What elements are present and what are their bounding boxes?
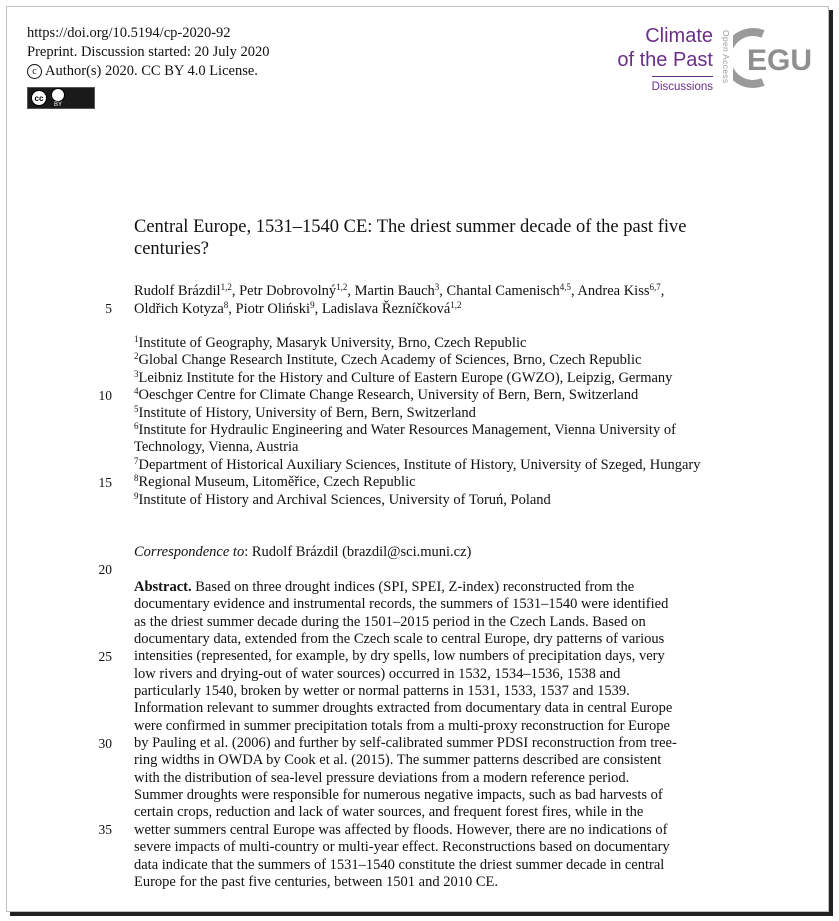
author-list <box>134 283 734 318</box>
abstract-line-text: Europe for the past five centuries, between 1501 and 2010 CE. <box>134 873 499 890</box>
abstract-line <box>134 735 720 752</box>
author-separator: , <box>660 283 665 299</box>
correspondence <box>134 544 734 561</box>
author-affiliation-mark: 1,2 <box>450 299 462 310</box>
abstract-line-text: intensities (represented, for example, by dry spells, low numbers of precipitation days, very <box>134 648 665 665</box>
abstract-line-text: by Pauling et al. (2006) and further by self-calibrated summer PDSI reconstruction from tree- <box>134 735 677 752</box>
abstract-line <box>134 822 720 839</box>
abstract-line <box>134 683 720 700</box>
abstract-line-text: were confirmed in summer precipitation totals from a multi-proxy reconstruction for Europe <box>134 717 670 734</box>
affiliation-item <box>134 457 734 474</box>
abstract-line-text: certain crops, reduction and lack of water sources, and frequent forest fires, while in the <box>134 804 644 821</box>
author: Chantal Camenisch <box>446 283 560 299</box>
abstract-line <box>134 752 720 769</box>
affiliation-text: Global Change Research Institute, Czech Academy of Sciences, Brno, Czech Republic <box>138 352 642 369</box>
affiliation-text: Department of Historical Auxiliary Sciences, Institute of History, University of Szeged, Hungary <box>138 456 701 473</box>
abstract-line <box>134 857 720 874</box>
affiliation-item <box>134 422 734 457</box>
abstract-line-text: low rivers and drying-out of water sources) occurred in 1532, 1534–1536, 1538 and <box>134 665 621 682</box>
copyright-icon: c <box>27 64 42 79</box>
journal-logo <box>617 24 713 95</box>
author: Piotr Oliński <box>235 300 311 317</box>
affiliation-text: Institute of History and Archival Sciences, University of Toruń, Poland <box>138 491 551 508</box>
journal-name-line1: Climate <box>645 25 713 47</box>
affiliation-number: 3 <box>134 368 139 379</box>
line-number: 15 <box>98 475 112 490</box>
abstract-line-text: Based on three drought indices (SPI, SPEI, Z-index) reconstructed from the <box>191 579 635 595</box>
correspondence-text: : Rudolf Brázdil (brazdil@sci.muni.cz) <box>244 544 472 560</box>
paper-title: Central Europe, 1531–1540 CE: The driest summer decade of the past five centuries? <box>134 217 687 259</box>
affiliation-item <box>134 405 734 422</box>
author-separator: , <box>231 283 240 299</box>
affiliation-text: Institute of Geography, Masaryk University, Brno, Czech Republic <box>138 335 527 351</box>
author: Martin Bauch <box>354 283 435 299</box>
author-separator: , <box>314 300 322 317</box>
abstract-line <box>134 666 720 683</box>
abstract-line <box>134 787 720 804</box>
author-separator: , <box>347 283 355 299</box>
affiliation-text: Leibniz Institute for the History and Culture of Eastern Europe (GWZO), Leipzig, Germany <box>138 369 673 386</box>
author-separator: , <box>228 300 236 317</box>
abstract-line-text: documentary data, extended from the Czech scale to central Europe, dry patterns of various <box>134 631 665 648</box>
affiliation-item <box>134 387 734 404</box>
author-affiliation-mark: 1,2 <box>220 282 232 292</box>
abstract-line <box>134 648 720 665</box>
abstract-line <box>134 874 720 891</box>
svg-text:EGU: EGU <box>747 44 813 77</box>
abstract-line <box>134 839 720 856</box>
abstract-line-text: Summer droughts were responsible for numerous negative impacts, such as bad harvests of <box>134 787 663 804</box>
by-attribution-icon <box>51 88 65 108</box>
affiliation-item <box>134 492 734 509</box>
journal-name-line2: of the Past <box>617 49 713 71</box>
egu-logo <box>733 24 817 92</box>
author: Oldřich Kotyza <box>134 300 224 317</box>
open-access-label: Open Access <box>721 30 731 84</box>
affiliation-number: 1 <box>134 334 139 344</box>
abstract <box>134 579 720 891</box>
abstract-heading: Abstract. <box>134 579 192 595</box>
author-separator: , <box>570 283 578 299</box>
abstract-line-text: as the driest summer decade during the 1501–2015 period in the Czech Lands. Based on <box>134 613 646 630</box>
license-line <box>27 62 269 81</box>
abstract-line <box>134 804 720 821</box>
author-affiliation-mark: 8 <box>223 299 229 310</box>
affiliation-item <box>134 352 734 369</box>
cc-icon: cc <box>31 90 47 106</box>
abstract-line-text: Information relevant to summer droughts extracted from documentary data in central Europe <box>134 700 673 717</box>
abstract-line-text: wetter summers central Europe was affected by floods. However, there are no indications of <box>134 821 668 838</box>
author: Andrea Kiss <box>577 283 650 299</box>
author: Rudolf Brázdil <box>134 283 221 299</box>
line-number: 25 <box>98 649 112 664</box>
line-number: 35 <box>98 822 112 837</box>
affiliation-number: 4 <box>134 386 139 397</box>
abstract-line <box>134 579 720 596</box>
affiliation-number: 9 <box>134 490 139 501</box>
journal-discussions-label: Discussions <box>652 76 713 94</box>
author: Ladislava Řezníčková <box>321 300 451 317</box>
abstract-line <box>134 770 720 787</box>
abstract-line-text: severe impacts of multi-country or multi-year effect. Reconstructions based on documentary <box>134 839 670 856</box>
abstract-line <box>134 631 720 648</box>
affiliation-item <box>134 474 734 491</box>
abstract-line-text: particularly 1540, broken by wetter or normal patterns in 1531, 1533, 1537 and 1539. <box>134 683 630 700</box>
abstract-line <box>134 700 720 717</box>
abstract-line-text: data indicate that the summers of 1531–1540 constitute the driest summer decade in central <box>134 856 665 873</box>
line-number: 30 <box>98 736 112 751</box>
affiliation-item <box>134 370 734 387</box>
cc-by-license-badge[interactable] <box>27 87 95 109</box>
line-number: 20 <box>98 562 112 577</box>
correspondence-label: Correspondence to <box>134 544 245 560</box>
author-affiliation-mark: 4,5 <box>559 282 571 292</box>
affiliation-list <box>134 335 734 509</box>
abstract-line-text: documentary evidence and instrumental records, the summers of 1531–1540 were identified <box>134 596 669 613</box>
affiliation-number: 8 <box>134 473 139 484</box>
preprint-status: Preprint. Discussion started: 20 July 2020 <box>27 44 270 60</box>
doi-link[interactable]: https://doi.org/10.5194/cp-2020-92 <box>27 25 231 41</box>
author-affiliation-mark: 9 <box>310 299 315 310</box>
author-affiliation-mark: 3 <box>434 282 440 292</box>
abstract-line-text: with the distribution of sea-level pressure deviations from a modern reference period. <box>134 769 630 786</box>
preprint-header <box>27 24 269 81</box>
affiliation-text: Regional Museum, Litoměřice, Czech Republic <box>138 474 416 491</box>
affiliation-text: Institute of History, University of Bern, Bern, Switzerland <box>138 404 476 421</box>
author-separator: , <box>439 283 447 299</box>
affiliation-text: Oeschger Centre for Climate Change Research, University of Bern, Bern, Switzerland <box>138 387 639 404</box>
affiliation-number: 6 <box>134 421 139 432</box>
affiliation-text: Institute for Hydraulic Engineering and Water Resources Management, Vienna University of Technology, Vienna, Austria <box>134 422 676 456</box>
line-number: 10 <box>98 388 112 403</box>
line-number: 5 <box>105 301 112 316</box>
abstract-line <box>134 596 720 613</box>
abstract-line <box>134 718 720 735</box>
affiliation-number: 5 <box>134 403 139 414</box>
license-text: Author(s) 2020. CC BY 4.0 License. <box>45 63 258 79</box>
by-label: BY <box>53 102 62 108</box>
author-affiliation-mark: 1,2 <box>336 282 348 292</box>
affiliation-number: 2 <box>134 351 139 362</box>
affiliation-item <box>134 335 734 352</box>
affiliation-number: 7 <box>134 455 139 466</box>
abstract-line-text: ring widths in OWDA by Cook et al. (2015). The summer patterns described are consistent <box>134 752 662 769</box>
author-affiliation-mark: 6,7 <box>649 282 661 292</box>
abstract-line <box>134 614 720 631</box>
author: Petr Dobrovolný <box>239 283 337 299</box>
